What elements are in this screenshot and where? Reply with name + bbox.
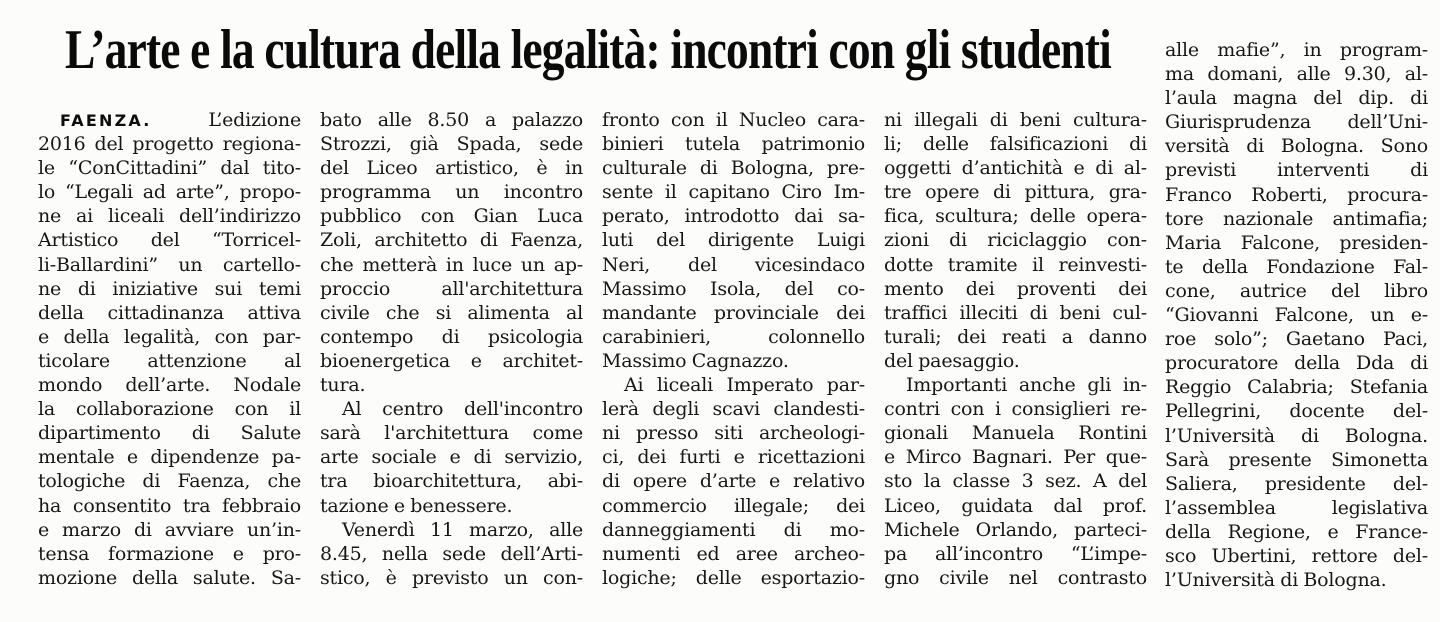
article-line: di opere d’arte e relativo: [602, 470, 865, 493]
article-line: culturale di Bologna, pre-: [602, 157, 865, 180]
article-line: “Giovanni Falcone, un e-: [1165, 304, 1428, 327]
article-line: gno civile nel contrasto: [884, 566, 1147, 589]
article-line: dipartimento di Salute: [38, 422, 301, 445]
article-line: Sarà presente Simonetta: [1165, 448, 1428, 471]
article-line: tra bioarchitettura, abi-: [320, 470, 583, 493]
article-line: Massimo Isola, del co-: [602, 277, 865, 300]
article-line: alle mafie”, in program-: [1165, 39, 1428, 61]
headline-text: L’arte e la cultura della legalità: incontri con gli studenti: [65, 19, 1111, 81]
article-line: arte sociale e di servizio,: [320, 446, 583, 469]
article-line: che metterà in luce un ap-: [320, 253, 583, 276]
article-line: sarà l'architettura come: [320, 422, 583, 445]
article-line: Neri, del vicesindaco: [602, 253, 865, 276]
article-line: tazione e benessere.: [320, 494, 513, 517]
article-line: e della legalità, con par-: [38, 325, 301, 348]
dateline-kicker: FAENZA.: [60, 111, 152, 130]
article-line: Importanti anche gli in-: [906, 374, 1147, 397]
article-line: te della Fondazione Fal-: [1165, 255, 1428, 278]
headline: [65, 18, 1111, 84]
article-line: numenti ed aree archeo-: [602, 542, 865, 565]
article-line: l’Università di Bologna.: [1165, 569, 1387, 592]
article-line: Giurisprudenza dell’Uni-: [1165, 111, 1428, 134]
article-line: proccio all'architettura: [320, 277, 583, 300]
article-line: programma un incontro: [320, 181, 583, 204]
article-columns: [38, 108, 1148, 590]
article-line: perato, introdotto dai sa-: [602, 205, 865, 228]
article-line: fronto con il Nucleo cara-: [602, 109, 865, 131]
article-line: ma domani, alle 9.30, al-: [1165, 63, 1428, 86]
article-line: la collaborazione con il: [38, 398, 301, 421]
article-line: ni presso siti archeologi-: [602, 422, 865, 445]
article-line: Artistico del “Torricel-: [38, 229, 301, 252]
article-line: dotte tramite il reinvesti-: [884, 253, 1147, 276]
article-line: contempo di psicologia: [320, 325, 583, 348]
article-line: li-Ballardini” un cartello-: [38, 253, 301, 276]
article-line: versità di Bologna. Sono: [1165, 135, 1428, 158]
article-line: contri con i consiglieri re-: [884, 398, 1147, 421]
article-line: zioni di riciclaggio con-: [884, 229, 1147, 252]
article-line: sente il capitano Ciro Im-: [602, 181, 865, 204]
article-line: danneggiamenti di mo-: [602, 518, 865, 541]
article-line: Michele Orlando, parteci-: [884, 518, 1147, 541]
article-line: lerà degli scavi clandesti-: [602, 398, 865, 421]
article-line: Al centro dell'incontro: [342, 398, 583, 421]
article-line: Maria Falcone, presiden-: [1165, 231, 1428, 254]
article-line: logiche; delle esportazio-: [602, 566, 865, 589]
article-line: pubblico con Gian Luca: [320, 205, 583, 228]
article-line: mozione della salute. Sa-: [38, 566, 301, 589]
article-line: binieri tutela patrimonio: [602, 133, 865, 156]
article-line: Franco Roberti, procura-: [1165, 183, 1428, 206]
article-line: stico, è previsto un con-: [320, 566, 583, 589]
article-column-5: [1165, 38, 1428, 592]
article-line: fica, scultura; delle opera-: [884, 205, 1147, 228]
article-line: li; delle falsificazioni di: [884, 133, 1147, 156]
article-line: 8.45, nella sede dell’Arti-: [320, 542, 583, 565]
article-line: traffici illeciti di beni cul-: [884, 301, 1147, 324]
article-line: procuratore della Dda di: [1165, 352, 1428, 375]
article-line: civile che si alimenta al: [320, 301, 583, 324]
article-line: della Regione, e France-: [1165, 520, 1428, 543]
article-line: FAENZA. L’edizione: [60, 109, 301, 131]
article-line: della cittadinanza attiva: [38, 301, 301, 324]
article-line: Saliera, presidente del-: [1165, 472, 1428, 495]
article-line: oggetti d’antichità e di al-: [884, 157, 1147, 180]
article-line: commercio illegale; dei: [602, 494, 865, 517]
article-line: sco Ubertini, rettore del-: [1165, 544, 1428, 567]
article-column-2: [320, 108, 583, 590]
article-line: mento dei proventi dei: [884, 277, 1147, 300]
article-line: luti del dirigente Luigi: [602, 229, 865, 252]
article-line: mentale e dipendenze pa-: [38, 446, 301, 469]
article-line: turali; dei reati a danno: [884, 325, 1147, 348]
article-line: Zoli, architetto di Faenza,: [320, 229, 583, 252]
article-line: mondo dell’arte. Nodale: [38, 374, 301, 397]
article-line: roe solo”; Gaetano Paci,: [1165, 328, 1428, 351]
article-line: l’aula magna del dip. di: [1165, 87, 1428, 110]
article-line: tensa formazione e pro-: [38, 542, 301, 565]
article-line: sto la classe 3 sez. A del: [884, 470, 1147, 493]
article-line: del paesaggio.: [884, 349, 1020, 372]
article-line: l’Università di Bologna.: [1165, 424, 1428, 447]
article-line: del Liceo artistico, è in: [320, 157, 583, 180]
article-line: Pellegrini, docente del-: [1165, 400, 1428, 423]
article-line: gionali Manuela Rontini: [884, 422, 1147, 445]
article-line: ni illegali di beni cultura-: [884, 109, 1147, 131]
article-line: lo “Legali ad arte”, propo-: [38, 181, 301, 204]
article-line: ticolare attenzione al: [38, 349, 301, 372]
article-line: bioenergetica e architet-: [320, 349, 583, 372]
article-line: cone, autrice del libro: [1165, 279, 1428, 302]
article-line: le “ConCittadini” dal tito-: [38, 157, 301, 180]
article-line: ne di iniziative sui temi: [38, 277, 301, 300]
article-line: e marzo di avviare un’in-: [38, 518, 301, 541]
article-column-1: [38, 108, 301, 590]
article-line: tore nazionale antimafia;: [1165, 207, 1428, 230]
article-column-4: [884, 108, 1147, 590]
article-line: carabinieri, colonnello: [602, 325, 865, 348]
article-line: Massimo Cagnazzo.: [602, 349, 789, 372]
article-line: e Mirco Bagnari. Per que-: [884, 446, 1147, 469]
article-line: mandante provinciale dei: [602, 301, 865, 324]
article-line: Strozzi, già Spada, sede: [320, 133, 583, 156]
article-line: tologiche di Faenza, che: [38, 470, 301, 493]
article-line: ha consentito tra febbraio: [38, 494, 301, 517]
article-line: Liceo, guidata dal prof.: [884, 494, 1147, 517]
article-line: tre opere di pittura, gra-: [884, 181, 1147, 204]
article-line: 2016 del progetto regiona-: [38, 133, 301, 156]
article-line: l’assemblea legislativa: [1165, 496, 1428, 519]
article-line: Venerdì 11 marzo, alle: [342, 518, 583, 541]
article-line: bato alle 8.50 a palazzo: [320, 109, 583, 131]
article-column-3: [602, 108, 865, 590]
article-line: previsti interventi di: [1165, 159, 1428, 182]
article-line: tura.: [320, 374, 366, 397]
article-line: Ai liceali Imperato par-: [624, 374, 865, 397]
article-line: Reggio Calabria; Stefania: [1165, 376, 1428, 399]
article-line: ci, dei furti e ricettazioni: [602, 446, 865, 469]
article-line: ne ai liceali dell’indirizzo: [38, 205, 301, 228]
article-line: pa all’incontro “L’impe-: [884, 542, 1147, 565]
